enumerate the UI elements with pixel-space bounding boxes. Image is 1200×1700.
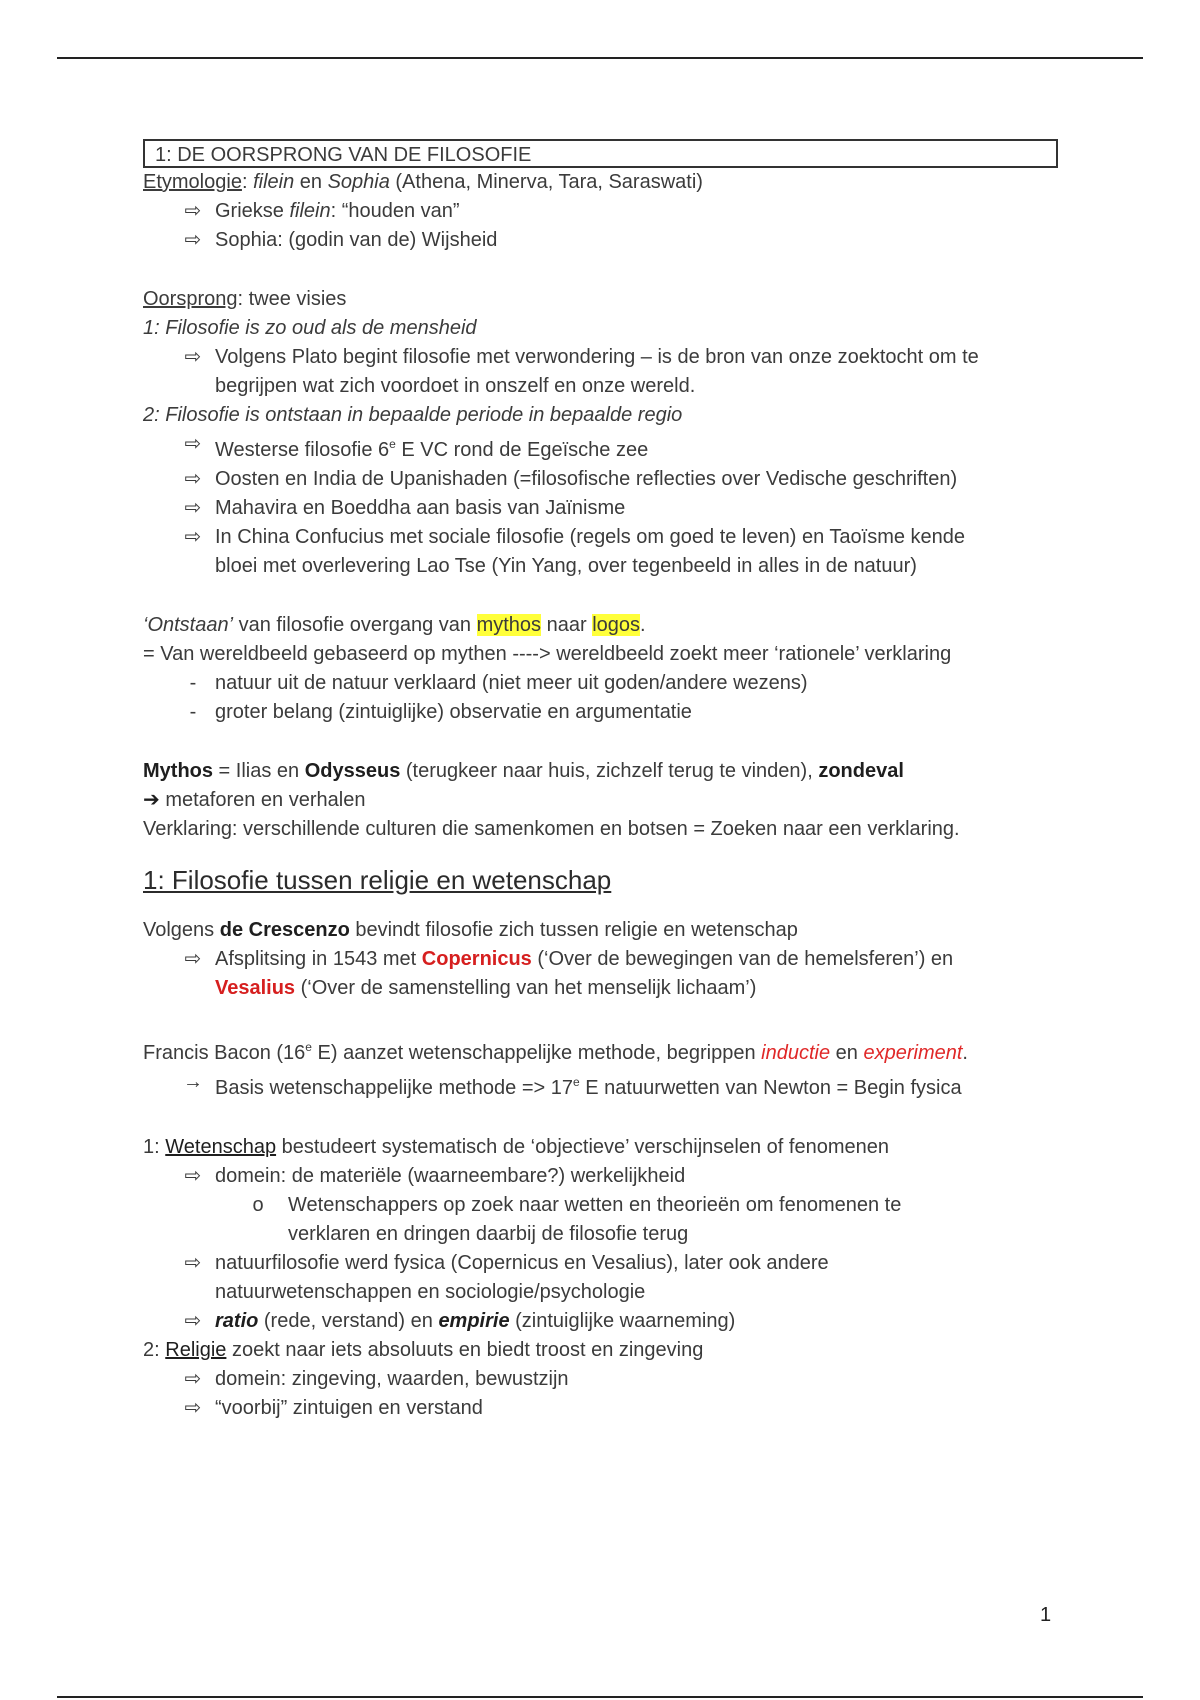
text: Religie <box>165 1339 227 1361</box>
text: verklaren en dringen daarbij de filosofie terug <box>288 1223 689 1245</box>
text: . <box>640 614 646 636</box>
dash-icon: - <box>189 701 197 723</box>
text: Afsplitsing in 1543 met <box>215 948 422 970</box>
dash-icon: - <box>189 672 197 694</box>
list-item <box>143 343 1063 401</box>
text: (‘Over de samenstelling van het menselijk lichaam’) <box>295 977 757 999</box>
wetenschap-line <box>143 1133 1063 1162</box>
sub-list-item <box>143 1191 1063 1249</box>
spacer <box>143 1003 1063 1033</box>
text: Odysseus <box>304 760 401 782</box>
spacer <box>143 581 1063 611</box>
text: empirie <box>438 1310 510 1332</box>
list-item <box>143 1068 1063 1103</box>
list-item <box>143 1162 1063 1191</box>
spacer <box>143 1103 1063 1133</box>
hollow-arrow-icon: ⇨ <box>184 1252 202 1274</box>
oorsprong-label: Oorsprong <box>143 288 238 310</box>
hollow-arrow-icon: ⇨ <box>184 200 202 222</box>
hollow-arrow-icon: ⇨ <box>184 1310 202 1332</box>
text: Wetenschappers op zoek naar wetten en theorieën om fenomenen te <box>288 1194 902 1216</box>
section-title: 1: DE OORSPRONG VAN DE FILOSOFIE <box>155 144 532 166</box>
text: natuur uit de natuur verklaard (niet meer uit goden/andere wezens) <box>215 672 808 694</box>
text: domein: zingeving, waarden, bewustzijn <box>215 1368 569 1390</box>
text: natuurfilosofie werd fysica (Copernicus en Vesalius), later ook andere <box>215 1252 829 1274</box>
crescenzo-line <box>143 916 1063 945</box>
list-item <box>143 1307 1063 1336</box>
text: Basis wetenschappelijke methode => 17 <box>215 1077 574 1099</box>
text: Volgens <box>143 919 220 941</box>
text: Sophia: (godin van de) Wijsheid <box>215 229 498 251</box>
text: (‘Over de bewegingen van de hemelsferen’) en <box>531 948 954 970</box>
text: begrijpen wat zich voordoet in onszelf en onze wereld. <box>215 375 696 397</box>
text: Wetenschap <box>165 1136 277 1158</box>
text: (terugkeer naar huis, zichzelf terug te vinden), <box>400 760 819 782</box>
hollow-arrow-icon: ⇨ <box>184 1368 202 1390</box>
text: groter belang (zintuiglijke) observatie en argumentatie <box>215 701 692 723</box>
spacer <box>143 727 1063 757</box>
text: : twee visies <box>237 288 347 310</box>
text: : “houden van” <box>330 200 460 222</box>
list-item <box>143 669 1063 698</box>
text: bloei met overlevering Lao Tse (Yin Yang, over tegenbeeld in alles in de natuur) <box>215 555 917 577</box>
text: = Ilias en <box>213 760 305 782</box>
superscript: e <box>389 437 396 451</box>
list-item <box>143 1394 1063 1423</box>
text: experiment <box>863 1042 963 1064</box>
text: Mahavira en Boeddha aan basis van Jaïnisme <box>215 497 626 519</box>
thin-arrow-icon: → <box>183 1071 203 1093</box>
hollow-arrow-icon: ⇨ <box>184 229 202 251</box>
list-item <box>143 430 1063 465</box>
header-rule <box>57 57 1143 59</box>
list-item <box>143 1249 1063 1307</box>
text: (Athena, Minerva, Tara, Saraswati) <box>389 171 703 193</box>
page-number: 1 <box>1040 1604 1052 1626</box>
text: zondeval <box>818 760 904 782</box>
text: 1: <box>143 1136 166 1158</box>
term-sophia: Sophia <box>327 171 390 193</box>
superscript: e <box>573 1075 580 1089</box>
list-item <box>143 226 1063 255</box>
spacer <box>143 844 1063 862</box>
text: natuurwetenschappen en sociologie/psychologie <box>215 1281 646 1303</box>
hollow-arrow-icon: ⇨ <box>184 346 202 368</box>
text: bestudeert systematisch de ‘objectieve’ verschijnselen of fenomenen <box>276 1136 889 1158</box>
list-item <box>143 197 1063 226</box>
text: filein <box>289 200 331 222</box>
list-item <box>143 523 1063 581</box>
ontstaan-line <box>143 611 1063 640</box>
highlight-mythos: mythos <box>476 614 542 636</box>
text: Westerse filosofie 6 <box>215 439 390 461</box>
text: bevindt filosofie zich tussen religie en wetenschap <box>349 919 798 941</box>
text: E VC rond de Egeïsche zee <box>395 439 649 461</box>
etymology-line <box>143 168 1063 197</box>
text: Francis Bacon (16 <box>143 1042 306 1064</box>
hollow-arrow-icon: ⇨ <box>184 1165 202 1187</box>
list-item <box>143 465 1063 494</box>
spacer <box>143 898 1063 916</box>
list-item <box>143 494 1063 523</box>
text: Oosten en India de Upanishaden (=filosofische reflecties over Vedische geschriften) <box>215 468 958 490</box>
text: E natuurwetten van Newton = Begin fysica <box>579 1077 962 1099</box>
highlight-logos: logos <box>592 614 640 636</box>
text: ratio <box>215 1310 259 1332</box>
text: de Crescenzo <box>219 919 350 941</box>
bacon-line <box>143 1033 1063 1068</box>
bold-arrow-icon: ➔ <box>143 789 160 811</box>
explanation-line: Verklaring: verschillende culturen die samenkomen en botsen = Zoeken naar een verklaring. <box>143 818 960 840</box>
hollow-arrow-icon: ⇨ <box>184 526 202 548</box>
heading-2: 1: Filosofie tussen religie en wetenschap <box>143 865 612 895</box>
metaphor-line <box>143 786 1063 815</box>
circle-bullet-icon: o <box>252 1194 264 1216</box>
term-filein: filein <box>253 171 295 193</box>
text: metaforen en verhalen <box>165 789 366 811</box>
text: 2: <box>143 1339 166 1361</box>
oorsprong-line <box>143 285 1063 314</box>
text: Copernicus <box>421 948 532 970</box>
hollow-arrow-icon: ⇨ <box>184 1397 202 1419</box>
text: naar <box>541 614 593 636</box>
list-item <box>143 1365 1063 1394</box>
hollow-arrow-icon: ⇨ <box>184 948 202 970</box>
page-content <box>143 139 1063 1423</box>
spacer <box>143 255 1063 285</box>
vision-1: 1: Filosofie is zo oud als de mensheid <box>143 317 477 339</box>
religie-line <box>143 1336 1063 1365</box>
text: Mythos <box>143 760 213 782</box>
superscript: e <box>305 1040 312 1054</box>
list-item <box>143 945 1063 1003</box>
text: inductie <box>761 1042 831 1064</box>
text: zoekt naar iets absoluuts en biedt troost en zingeving <box>226 1339 704 1361</box>
text: “voorbij” zintuigen en verstand <box>215 1397 483 1419</box>
text: (rede, verstand) en <box>258 1310 439 1332</box>
text: E) aanzet wetenschappelijke methode, begrippen <box>311 1042 762 1064</box>
text: Vesalius <box>215 977 296 999</box>
hollow-arrow-icon: ⇨ <box>184 433 202 455</box>
text: . <box>962 1042 968 1064</box>
text: en <box>830 1042 864 1064</box>
text: Volgens Plato begint filosofie met verwondering – is de bron van onze zoektocht om te <box>215 346 979 368</box>
etymology-label: Etymologie <box>143 171 242 193</box>
text: domein: de materiële (waarneembare?) werkelijkheid <box>215 1165 686 1187</box>
text: van filosofie overgang van <box>233 614 477 636</box>
text: : <box>241 171 254 193</box>
vision-2: 2: Filosofie is ontstaan in bepaalde periode in bepaalde regio <box>143 404 683 426</box>
mythos-line <box>143 757 1063 786</box>
hollow-arrow-icon: ⇨ <box>184 497 202 519</box>
hollow-arrow-icon: ⇨ <box>184 468 202 490</box>
text: (zintuiglijke waarneming) <box>509 1310 736 1332</box>
ontstaan-definition: = Van wereldbeeld gebaseerd op mythen ----> wereldbeeld zoekt meer ‘rationele’ verklaring <box>143 643 952 665</box>
text: Griekse <box>215 200 290 222</box>
footer-rule <box>57 1696 1143 1698</box>
list-item <box>143 698 1063 727</box>
text: en <box>294 171 328 193</box>
text: In China Confucius met sociale filosofie (regels om goed te leven) en Taoïsme kende <box>215 526 966 548</box>
text: ‘Ontstaan’ <box>143 614 234 636</box>
section-title-box <box>143 139 1058 168</box>
